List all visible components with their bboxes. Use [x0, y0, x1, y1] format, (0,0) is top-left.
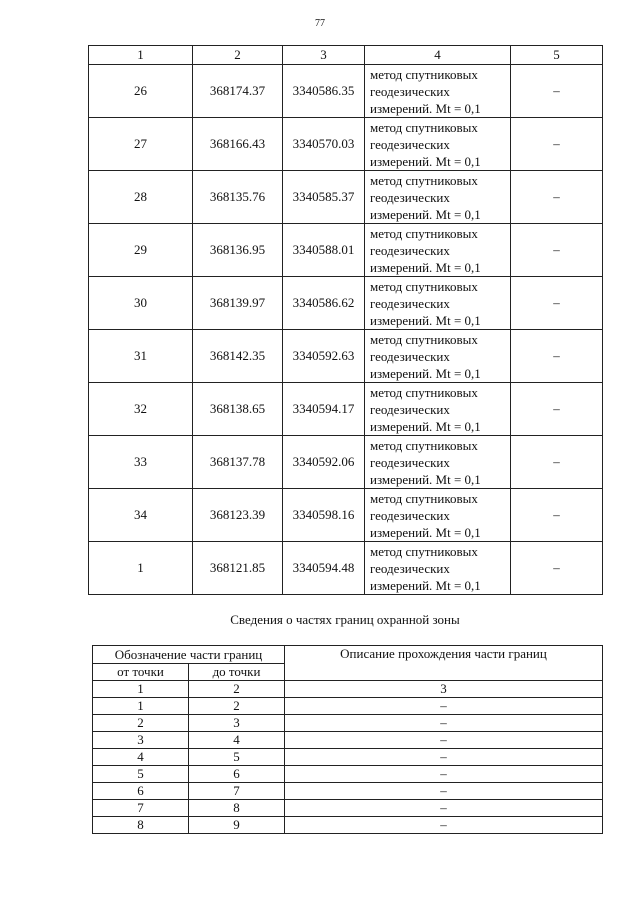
coordinate-row: [89, 118, 603, 171]
from-point-cell: 5: [93, 766, 189, 783]
description-cell: –: [285, 698, 603, 715]
column-number-header: 1: [93, 681, 189, 698]
point-number-cell: 28: [89, 171, 193, 224]
point-number-cell: 29: [89, 224, 193, 277]
column-number-header: 2: [193, 46, 283, 65]
boundary-part-row: [93, 783, 603, 800]
method-line: метод спутниковых: [370, 543, 478, 559]
description-cell: –: [285, 715, 603, 732]
method-line: метод спутниковых: [370, 331, 478, 347]
method-line: геодезических: [370, 401, 450, 417]
point-number-cell: 26: [89, 65, 193, 118]
x-coordinate-cell: 368166.43: [193, 118, 283, 171]
description-cell: –: [285, 817, 603, 834]
note-cell: –: [511, 383, 603, 436]
to-point-cell: 6: [189, 766, 285, 783]
y-coordinate-cell: 3340586.62: [283, 277, 365, 330]
method-cell: [365, 65, 511, 118]
coordinate-row: [89, 171, 603, 224]
method-line: геодезических: [370, 560, 450, 576]
method-cell: [365, 383, 511, 436]
column-number-header: 4: [365, 46, 511, 65]
y-coordinate-cell: 3340585.37: [283, 171, 365, 224]
note-cell: –: [511, 224, 603, 277]
coordinate-row: [89, 542, 603, 595]
description-cell: –: [285, 783, 603, 800]
x-coordinate-cell: 368137.78: [193, 436, 283, 489]
boundary-parts-table: [92, 645, 603, 834]
point-number-cell: 31: [89, 330, 193, 383]
to-point-cell: 3: [189, 715, 285, 732]
note-cell: –: [511, 65, 603, 118]
method-line: геодезических: [370, 242, 450, 258]
method-line: геодезических: [370, 454, 450, 470]
method-line: измерений. Mt = 0,1: [370, 365, 481, 381]
description-cell: –: [285, 732, 603, 749]
method-cell: [365, 542, 511, 595]
section-title: Сведения о частях границ охранной зоны: [230, 612, 460, 627]
column-number-header: 3: [283, 46, 365, 65]
y-coordinate-cell: 3340594.17: [283, 383, 365, 436]
x-coordinate-cell: 368139.97: [193, 277, 283, 330]
x-coordinate-cell: 368142.35: [193, 330, 283, 383]
boundary-part-row: [93, 732, 603, 749]
boundary-part-row: [93, 715, 603, 732]
from-point-cell: 7: [93, 800, 189, 817]
method-line: измерений. Mt = 0,1: [370, 418, 481, 434]
y-coordinate-cell: 3340592.63: [283, 330, 365, 383]
method-line: измерений. Mt = 0,1: [370, 100, 481, 116]
column-number-header: 3: [285, 681, 603, 698]
x-coordinate-cell: 368135.76: [193, 171, 283, 224]
x-coordinate-cell: 368138.65: [193, 383, 283, 436]
method-line: метод спутниковых: [370, 119, 478, 135]
boundary-part-row: [93, 800, 603, 817]
method-line: метод спутниковых: [370, 172, 478, 188]
method-line: геодезических: [370, 189, 450, 205]
description-header: Описание прохождения части границ: [285, 646, 603, 681]
point-number-cell: 34: [89, 489, 193, 542]
method-line: геодезических: [370, 83, 450, 99]
from-point-header: от точки: [93, 664, 189, 681]
column-number-header: 2: [189, 681, 285, 698]
method-line: измерений. Mt = 0,1: [370, 312, 481, 328]
to-point-cell: 9: [189, 817, 285, 834]
method-line: геодезических: [370, 507, 450, 523]
to-point-cell: 2: [189, 698, 285, 715]
method-line: метод спутниковых: [370, 66, 478, 82]
method-line: метод спутниковых: [370, 278, 478, 294]
method-line: измерений. Mt = 0,1: [370, 206, 481, 222]
description-cell: –: [285, 800, 603, 817]
y-coordinate-cell: 3340592.06: [283, 436, 365, 489]
to-point-cell: 7: [189, 783, 285, 800]
method-cell: [365, 171, 511, 224]
x-coordinate-cell: 368123.39: [193, 489, 283, 542]
method-cell: [365, 489, 511, 542]
page-number: 77: [315, 18, 325, 29]
from-point-cell: 2: [93, 715, 189, 732]
to-point-cell: 5: [189, 749, 285, 766]
method-line: метод спутниковых: [370, 384, 478, 400]
note-cell: –: [511, 489, 603, 542]
method-cell: [365, 118, 511, 171]
x-coordinate-cell: 368174.37: [193, 65, 283, 118]
coordinate-row: [89, 224, 603, 277]
method-line: измерений. Mt = 0,1: [370, 259, 481, 275]
method-line: метод спутниковых: [370, 225, 478, 241]
boundary-part-row: [93, 749, 603, 766]
note-cell: –: [511, 436, 603, 489]
y-coordinate-cell: 3340588.01: [283, 224, 365, 277]
boundary-part-row: [93, 698, 603, 715]
coordinates-table: [88, 45, 603, 595]
coordinate-row: [89, 277, 603, 330]
note-cell: –: [511, 542, 603, 595]
boundary-part-row: [93, 766, 603, 783]
from-point-cell: 6: [93, 783, 189, 800]
coordinate-row: [89, 65, 603, 118]
parts-header-row: [93, 646, 603, 664]
from-point-cell: 1: [93, 698, 189, 715]
method-line: геодезических: [370, 295, 450, 311]
point-number-cell: 33: [89, 436, 193, 489]
coordinate-row: [89, 383, 603, 436]
method-line: метод спутниковых: [370, 490, 478, 506]
method-line: измерений. Mt = 0,1: [370, 471, 481, 487]
y-coordinate-cell: 3340586.35: [283, 65, 365, 118]
coordinate-row: [89, 436, 603, 489]
note-cell: –: [511, 277, 603, 330]
from-point-cell: 8: [93, 817, 189, 834]
point-number-cell: 27: [89, 118, 193, 171]
point-number-cell: 32: [89, 383, 193, 436]
point-number-cell: 30: [89, 277, 193, 330]
method-line: измерений. Mt = 0,1: [370, 577, 481, 593]
to-point-cell: 8: [189, 800, 285, 817]
boundary-part-row: [93, 817, 603, 834]
coordinates-header-row: [89, 46, 603, 65]
note-cell: –: [511, 171, 603, 224]
method-line: геодезических: [370, 348, 450, 364]
to-point-cell: 4: [189, 732, 285, 749]
column-number-header: 1: [89, 46, 193, 65]
method-line: измерений. Mt = 0,1: [370, 153, 481, 169]
x-coordinate-cell: 368136.95: [193, 224, 283, 277]
to-point-header: до точки: [189, 664, 285, 681]
parts-numbering-row: [93, 681, 603, 698]
method-cell: [365, 277, 511, 330]
method-line: измерений. Mt = 0,1: [370, 524, 481, 540]
description-cell: –: [285, 766, 603, 783]
method-cell: [365, 330, 511, 383]
y-coordinate-cell: 3340570.03: [283, 118, 365, 171]
x-coordinate-cell: 368121.85: [193, 542, 283, 595]
method-line: метод спутниковых: [370, 437, 478, 453]
coordinate-row: [89, 330, 603, 383]
coordinate-row: [89, 489, 603, 542]
designation-header: Обозначение части границ: [93, 646, 285, 664]
from-point-cell: 3: [93, 732, 189, 749]
column-number-header: 5: [511, 46, 603, 65]
from-point-cell: 4: [93, 749, 189, 766]
method-cell: [365, 224, 511, 277]
y-coordinate-cell: 3340598.16: [283, 489, 365, 542]
y-coordinate-cell: 3340594.48: [283, 542, 365, 595]
note-cell: –: [511, 330, 603, 383]
point-number-cell: 1: [89, 542, 193, 595]
description-cell: –: [285, 749, 603, 766]
note-cell: –: [511, 118, 603, 171]
method-line: геодезических: [370, 136, 450, 152]
method-cell: [365, 436, 511, 489]
